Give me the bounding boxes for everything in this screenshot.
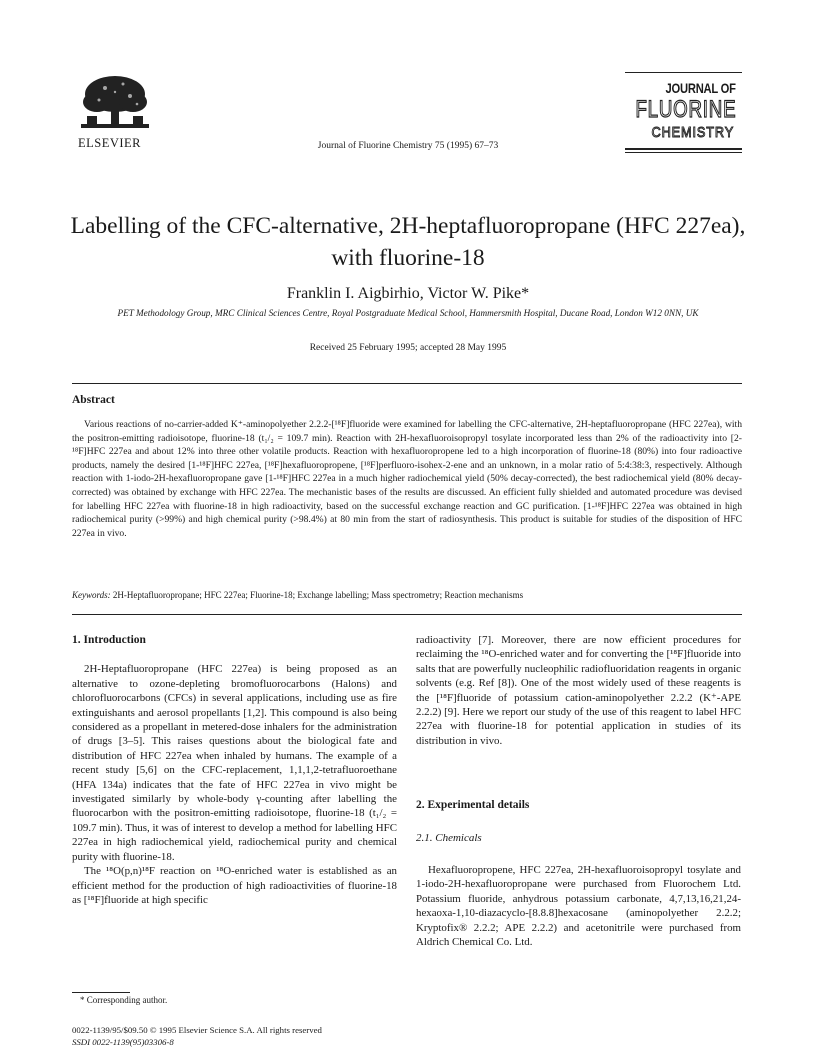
intro-paragraph-3: radioactivity [7]. Moreover, there are now efficient procedures for reclaiming the ¹⁸O-enriched water and for converting the [¹⁸F]fluoride into salts that are powerfully nucleophilic radiofluoridation reagents in organic solvents (e.g. Ref [8]). One of the most widely used of these reagents is the [¹⁸F]fluoride of potassium cation-aminopolyether 2.2.2 (K⁺-APE 2.2.2) [9]. Here we report our study of the use of this reagent to label HFC 227ea with fluorine-18 for potential application in studies of its distribution in vivo. xyxy=(416,634,741,747)
abstract-heading: Abstract xyxy=(72,394,115,406)
article-title: Labelling of the CFC-alternative, 2H-heptafluoropropane (HFC 227ea), with fluorine-18 xyxy=(70,213,746,271)
left-column xyxy=(72,633,397,907)
journal-logo-line3: CHEMISTRY xyxy=(651,124,734,141)
subsection-heading-chemicals: 2.1. Chemicals xyxy=(416,831,482,844)
journal-logo-line2: FLUORINE xyxy=(635,96,736,123)
right-column xyxy=(416,633,741,950)
corresponding-author-footnote: * Corresponding author. xyxy=(80,995,168,1005)
abstract-bottom-divider xyxy=(72,614,742,615)
section-heading-experimental: 2. Experimental details xyxy=(416,799,530,812)
abstract-text: Various reactions of no-carrier-added K⁺-aminopolyether 2.2.2-[¹⁸F]fluoride were examined for labelling the CFC-alternative, 2H-heptafluoropropane (HFC 227ea), with the positron-emitting radioisotope, fluorine-18 (t₁/₂ = 109.7 min). Reaction with 2H-hexafluoroisopropyl tosylate incorporated less than 2% of the radioactivity into [2-¹⁸F]HFC 227ea and about 12% into three other volatile products. Reaction with hexafluoropropene led to a high incorporation of fluorine-18 (80%) into four radioactive products, namely the desired [1-¹⁸F]HFC 227ea, [¹⁸F]hexafluoropropene, [¹⁸F]perfluoro-isohex-2-ene and an unknown, in a molar ratio of 5:4:38:3, respectively. Although reaction with 1-iodo-2H-hexafluoropropane gave [1-¹⁸F]HFC 227ea in a much higher radiochemical yield (50% decay-corrected), the best radiochemical yield (80% decay-corrected) was obtained by exchange with HFC 227ea. The mechanistic bases of the results are discussed. An efficient fully shielded and automated procedure was devised for labelling HFC 227ea with fluorine-18 in high radioactivity, based on the successful exchange reaction and GC purification. [1-¹⁸F]HFC 227ea was obtained in high radiochemical purity (>99%) and high chemical purity (>98.4%) at 80 min from the start of radiosynthesis. This product is suitable for studies of the disposition of HFC 227ea in vivo. xyxy=(72,419,742,539)
keywords-list: 2H-Heptafluoropropane; HFC 227ea; Fluorine-18; Exchange labelling; Mass spectrometry; Reaction mechanisms xyxy=(112,590,524,600)
intro-paragraph-1: 2H-Heptafluoropropane (HFC 227ea) is being proposed as an alternative to ozone-depleting bromofluorocarbons (Halons) and chlorofluorocarbons (CFCs) in several applications, including use as fire extinguishants and aerosol propellants [1,2]. This compound is also being considered as a propellant in metered-dose inhalers for the administration of drugs [3–5]. This raises questions about the biological fate and distribution of HFC 227ea when inhaled by humans. The example of a recent study [5,6] on the CFC-replacement, 1,1,1,2-tetrafluoroethane (HFA 134a) indicates that the fate of HFC 227ea in vivo might be investigated similarly by whole-body γ-counting after labelling the fluorocarbon with the positron-emitting radioisotope, fluorine-18 (t₁/₂ = 109.7 min). Thus, it was of interest to develop a method for labelling HFC 227ea in high radiochemical yield, radiochemical purity and chemical purity with fluorine-18. xyxy=(72,663,397,863)
elsevier-tree-logo xyxy=(75,72,155,134)
issn-copyright: 0022-1139/95/$09.50 © 1995 Elsevier Science S.A. All rights reserved xyxy=(72,1025,322,1035)
section-heading-introduction: 1. Introduction xyxy=(72,634,146,646)
chemicals-paragraph: Hexafluoropropene, HFC 227ea, 2H-hexafluoroisopropyl tosylate and 1-iodo-2H-hexafluoropropane were purchased from Fluorochem Ltd. Potassium fluoride, anhydrous potassium carbonate, 4,7,13,16,21,24-hexaoxa-1,10-diazacyclo-[8.8.8]hexacosane (aminopolyether 2.2.2; Kryptofix® 2.2.2; APE 2.2.2) and acetonitrile were purchased from Aldrich Chemical Co. Ltd. xyxy=(416,864,741,949)
author-affiliation: PET Methodology Group, MRC Clinical Sciences Centre, Royal Postgraduate Medical School, Hammersmith Hospital, Ducane Road, London W12 0NN, UK xyxy=(117,308,699,318)
journal-citation: Journal of Fluorine Chemistry 75 (1995) 67–73 xyxy=(317,141,499,151)
keywords-label: Keywords: xyxy=(72,590,111,600)
article-authors: Franklin I. Aigbirhio, Victor W. Pike* xyxy=(286,285,530,302)
received-dates: Received 25 February 1995; accepted 28 May 1995 xyxy=(309,343,507,353)
ssdi-code: SSDI 0022-1139(95)03306-8 xyxy=(72,1037,174,1047)
intro-paragraph-2: The ¹⁸O(p,n)¹⁸F reaction on ¹⁸O-enriched water is established as an efficient method for the production of high radioactivities of fluorine-18 as [¹⁸F]fluoride at high specific xyxy=(72,865,397,906)
footnote-divider xyxy=(72,992,130,993)
journal-logo xyxy=(625,72,742,154)
keywords-line xyxy=(72,590,742,600)
top-divider xyxy=(72,383,742,384)
journal-logo-line1: JOURNAL OF xyxy=(665,80,736,96)
publisher-name: ELSEVIER xyxy=(78,136,142,150)
copyright-block xyxy=(72,1024,322,1048)
